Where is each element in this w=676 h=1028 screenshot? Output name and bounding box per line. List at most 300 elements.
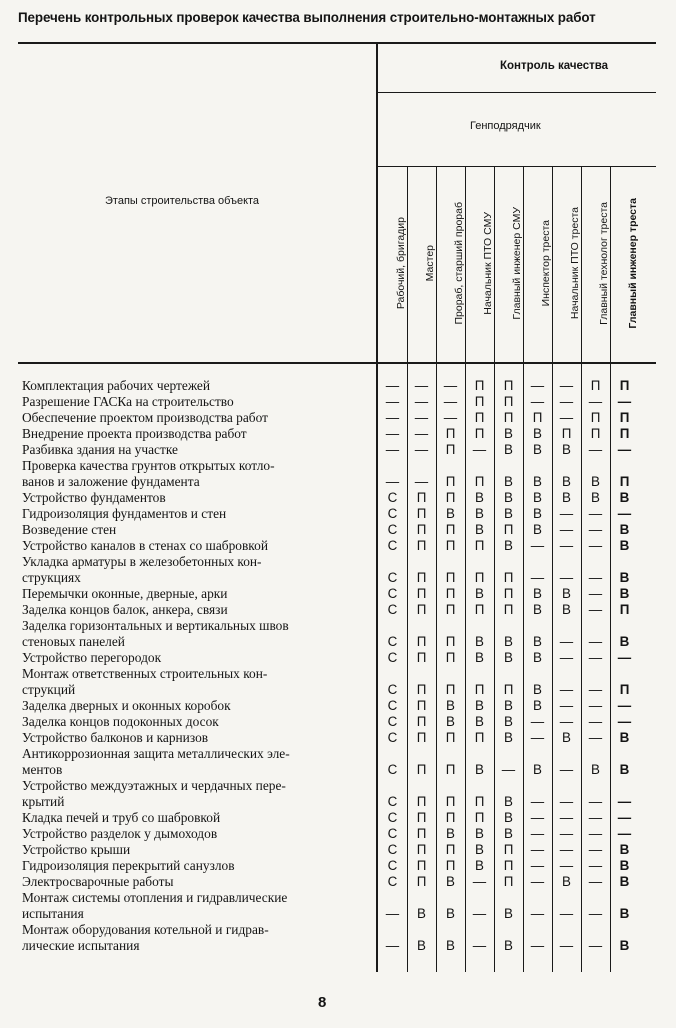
stage-label-line: Устройство крыши xyxy=(22,842,131,857)
table-cell: В xyxy=(619,538,630,553)
table-cell: — xyxy=(559,794,574,809)
stage-label-line: Монтаж оборудования котельной и гидрав- xyxy=(22,922,269,937)
table-cell: — xyxy=(559,906,574,921)
table-cell: В xyxy=(504,810,513,825)
stage-label-line: ментов xyxy=(22,762,63,777)
table-cell: В xyxy=(504,426,513,441)
table-cell: — xyxy=(588,858,603,873)
stage-label-line: Устройство каналов в стенах со шабровкой xyxy=(22,538,268,553)
table-cell: — xyxy=(559,698,574,713)
table-cell: П xyxy=(474,378,485,393)
table-cell: П xyxy=(416,522,427,537)
stage-row-label xyxy=(22,442,362,458)
table-cell: — xyxy=(559,826,574,841)
column-header-label: Рабочий, бригадир xyxy=(395,216,407,310)
table-cell: П xyxy=(474,474,485,489)
table-cell: В xyxy=(504,474,513,489)
stage-row-label xyxy=(22,426,362,442)
stage-row-label xyxy=(22,602,362,618)
table-cell: П xyxy=(445,522,456,537)
table-cell: С xyxy=(387,506,398,521)
table-cell: С xyxy=(387,490,398,505)
stage-label-line: ванов и заложение фундамента xyxy=(22,474,200,489)
stage-label-line: Гидроизоляция перекрытий санузлов xyxy=(22,858,235,873)
table-cell: — xyxy=(588,906,603,921)
column-header-label: Инспектор треста xyxy=(540,219,552,307)
stage-label-line: Кладка печей и труб со шабровкой xyxy=(22,810,221,825)
table-cell: С xyxy=(387,602,398,617)
table-cell: В xyxy=(562,602,571,617)
table-cell: В xyxy=(504,714,513,729)
stage-row-label xyxy=(22,778,362,810)
table-cell: — xyxy=(559,682,574,697)
table-cell: П xyxy=(445,842,456,857)
table-cell: — xyxy=(617,794,632,809)
table-cell: — xyxy=(472,874,487,889)
stage-label-line: Монтаж системы отопления и гидравлические xyxy=(22,890,288,905)
table-cell: В xyxy=(446,874,455,889)
table-cell: С xyxy=(387,794,398,809)
stage-label-line: Комплектация рабочих чертежей xyxy=(22,378,211,393)
table-cell: — xyxy=(559,762,574,777)
table-cell: В xyxy=(619,858,630,873)
stage-label-line: Устройство междуэтажных и чердачных пере- xyxy=(22,778,286,793)
table-cell: П xyxy=(503,394,514,409)
table-cell: П xyxy=(503,858,514,873)
table-cell: — xyxy=(385,410,400,425)
stage-row-label xyxy=(22,394,362,410)
table-cell: — xyxy=(443,394,458,409)
table-cell: С xyxy=(387,762,398,777)
table-cell: С xyxy=(387,586,398,601)
table-cell: П xyxy=(619,602,630,617)
table-cell: П xyxy=(416,698,427,713)
table-cell: — xyxy=(559,634,574,649)
table-cell: В xyxy=(446,826,455,841)
table-cell: П xyxy=(416,570,427,585)
stage-row-label xyxy=(22,810,362,826)
table-cell: — xyxy=(588,394,603,409)
table-cell: — xyxy=(588,938,603,953)
table-cell: С xyxy=(387,874,398,889)
table-cell: П xyxy=(503,682,514,697)
table-cell: — xyxy=(530,906,545,921)
table-cell: В xyxy=(475,714,484,729)
table-cell: П xyxy=(503,522,514,537)
table-cell: В xyxy=(619,490,630,505)
table-cell: П xyxy=(416,730,427,745)
stage-row-label xyxy=(22,554,362,586)
table-cell: — xyxy=(530,570,545,585)
stage-label-line: Устройство перегородок xyxy=(22,650,162,665)
table-cell: — xyxy=(588,602,603,617)
table-cell: В xyxy=(504,906,513,921)
table-cell: В xyxy=(533,650,542,665)
stage-label-line: стеновых панелей xyxy=(22,634,125,649)
table-cell: В xyxy=(475,634,484,649)
stage-row-label xyxy=(22,858,362,874)
stage-row-label xyxy=(22,746,362,778)
table-cell: — xyxy=(559,714,574,729)
table-cell: В xyxy=(619,570,630,585)
table-cell: В xyxy=(504,650,513,665)
table-cell: В xyxy=(533,506,542,521)
table-cell: — xyxy=(588,874,603,889)
table-cell: В xyxy=(619,522,630,537)
column-header-6 xyxy=(523,168,552,358)
table-cell: П xyxy=(474,682,485,697)
table-cell: — xyxy=(530,394,545,409)
table-cell: — xyxy=(559,842,574,857)
stage-label-line: Укладка арматуры в железобетонных кон- xyxy=(22,554,262,569)
table-cell: В xyxy=(475,586,484,601)
column-header-2 xyxy=(407,168,436,358)
table-cell: В xyxy=(417,906,426,921)
stage-label-line: Устройство балконов и карнизов xyxy=(22,730,209,745)
table-cell: В xyxy=(533,586,542,601)
table-cell: В xyxy=(533,634,542,649)
table-cell: — xyxy=(443,410,458,425)
table-cell: — xyxy=(559,938,574,953)
table-cell: — xyxy=(530,810,545,825)
table-cell: П xyxy=(445,474,456,489)
table-cell: — xyxy=(617,810,632,825)
table-cell: В xyxy=(533,698,542,713)
table-cell: П xyxy=(445,730,456,745)
table-cell: П xyxy=(445,490,456,505)
table-cell: В xyxy=(562,730,571,745)
table-cell: — xyxy=(588,586,603,601)
table-cell: В xyxy=(533,442,542,457)
table-cell: — xyxy=(617,698,632,713)
column-header-label: Главный технолог треста xyxy=(598,201,610,325)
table-cell: П xyxy=(445,762,456,777)
table-cell: П xyxy=(503,874,514,889)
stage-label-line: Внедрение проекта производства работ xyxy=(22,426,247,441)
column-header-label: Прораб, старший прораб xyxy=(453,201,465,325)
stage-row-label xyxy=(22,874,362,890)
column-header-7 xyxy=(552,168,581,358)
table-cell: — xyxy=(588,730,603,745)
table-cell: В xyxy=(504,506,513,521)
table-cell: В xyxy=(619,730,630,745)
table-cell: В xyxy=(446,698,455,713)
table-cell: — xyxy=(559,570,574,585)
stage-label-line: Разбивка здания на участке xyxy=(22,442,178,457)
table-cell: В xyxy=(562,874,571,889)
stage-label-line: Заделка горизонтальных и вертикальных швов xyxy=(22,618,289,633)
table-cell: П xyxy=(474,602,485,617)
table-cell: — xyxy=(530,842,545,857)
table-cell: — xyxy=(588,506,603,521)
table-cell: П xyxy=(445,442,456,457)
table-cell: — xyxy=(617,506,632,521)
column-header-3 xyxy=(436,168,465,358)
table-cell: В xyxy=(533,682,542,697)
stage-label-line: Обеспечение проектом производства работ xyxy=(22,410,268,425)
table-cell: П xyxy=(619,426,630,441)
table-cell: — xyxy=(588,714,603,729)
table-cell: — xyxy=(588,682,603,697)
table-cell: — xyxy=(501,762,516,777)
page-number: 8 xyxy=(318,994,327,1011)
table-cell: П xyxy=(445,810,456,825)
stage-row-label xyxy=(22,890,362,922)
stages-column-header: Этапы строительства объекта xyxy=(105,195,260,207)
table-cell: — xyxy=(414,394,429,409)
table-cell: В xyxy=(533,762,542,777)
table-cell: В xyxy=(619,906,630,921)
table-cell: П xyxy=(503,586,514,601)
table-cell: В xyxy=(504,490,513,505)
table-cell: — xyxy=(530,826,545,841)
stage-label-line: Гидроизоляция фундаментов и стен xyxy=(22,506,227,521)
column-header-9 xyxy=(610,168,639,358)
stage-row-label xyxy=(22,826,362,842)
table-cell: П xyxy=(416,714,427,729)
table-cell: В xyxy=(533,602,542,617)
table-cell: — xyxy=(530,874,545,889)
table-cell: В xyxy=(619,634,630,649)
table-cell: — xyxy=(385,906,400,921)
table-cell: — xyxy=(530,794,545,809)
table-cell: — xyxy=(472,906,487,921)
table-cell: П xyxy=(619,682,630,697)
table-cell: В xyxy=(446,906,455,921)
table-cell: В xyxy=(504,826,513,841)
table-cell: В xyxy=(591,474,600,489)
stage-label-line: струкций xyxy=(22,682,76,697)
stage-label-line: крытий xyxy=(22,794,65,809)
table-cell: П xyxy=(503,378,514,393)
stage-row-label xyxy=(22,714,362,730)
table-cell: — xyxy=(617,442,632,457)
table-cell: — xyxy=(385,378,400,393)
stage-row-label xyxy=(22,410,362,426)
column-header-label: Начальник ПТО треста xyxy=(569,206,581,320)
general-contractor-header: Генподрядчик xyxy=(470,120,541,132)
table-cell: — xyxy=(530,730,545,745)
stage-label-line: Заделка дверных и оконных коробок xyxy=(22,698,231,713)
table-cell: — xyxy=(588,650,603,665)
table-cell: — xyxy=(443,378,458,393)
table-cell: В xyxy=(504,634,513,649)
column-header-label: Главный инженер треста xyxy=(627,197,639,329)
table-cell: В xyxy=(475,522,484,537)
table-cell: П xyxy=(416,762,427,777)
table-cell: С xyxy=(387,714,398,729)
table-cell: — xyxy=(588,442,603,457)
table-cell: В xyxy=(504,794,513,809)
table-cell: — xyxy=(588,810,603,825)
table-cell: — xyxy=(414,410,429,425)
contractor-header-rule xyxy=(376,166,656,167)
table-cell: П xyxy=(590,426,601,441)
table-cell: П xyxy=(416,682,427,697)
table-cell: П xyxy=(474,730,485,745)
table-cell: П xyxy=(474,810,485,825)
table-cell: П xyxy=(503,842,514,857)
table-cell: — xyxy=(588,794,603,809)
table-cell: В xyxy=(417,938,426,953)
table-cell: П xyxy=(445,858,456,873)
table-top-rule xyxy=(18,42,656,44)
table-cell: П xyxy=(503,602,514,617)
table-cell: С xyxy=(387,826,398,841)
table-cell: П xyxy=(445,602,456,617)
table-cell: В xyxy=(619,586,630,601)
table-cell: П xyxy=(474,426,485,441)
column-header-label: Мастер xyxy=(424,244,436,282)
table-cell: — xyxy=(559,378,574,393)
table-cell: С xyxy=(387,570,398,585)
table-cell: С xyxy=(387,650,398,665)
table-cell: П xyxy=(416,874,427,889)
table-cell: П xyxy=(590,410,601,425)
stage-label-line: Монтаж ответственных строительных кон- xyxy=(22,666,268,681)
quality-header-rule xyxy=(376,92,656,93)
table-cell: В xyxy=(562,490,571,505)
table-cell: В xyxy=(475,858,484,873)
table-cell: П xyxy=(416,490,427,505)
stage-label-line: струкциях xyxy=(22,570,81,585)
table-cell: В xyxy=(562,474,571,489)
table-cell: В xyxy=(475,650,484,665)
table-cell: — xyxy=(559,522,574,537)
table-cell: П xyxy=(416,538,427,553)
table-cell: В xyxy=(475,842,484,857)
stage-label-line: Проверка качества грунтов открытых котло- xyxy=(22,458,275,473)
stage-row-label xyxy=(22,458,362,490)
table-cell: П xyxy=(474,570,485,585)
table-cell: — xyxy=(472,442,487,457)
stage-row-label xyxy=(22,618,362,650)
column-header-8 xyxy=(581,168,610,358)
table-cell: П xyxy=(445,570,456,585)
table-cell: — xyxy=(588,698,603,713)
stage-row-label xyxy=(22,490,362,506)
stage-row-label xyxy=(22,842,362,858)
table-cell: — xyxy=(530,378,545,393)
quality-control-header: Контроль качества xyxy=(500,60,609,72)
table-cell: В xyxy=(562,442,571,457)
table-cell: В xyxy=(619,842,630,857)
document-title: Перечень контрольных проверок качества выполнения строительно-монтажных работ xyxy=(18,10,596,25)
stage-label-line: Заделка концов подоконных досок xyxy=(22,714,219,729)
table-cell: В xyxy=(562,586,571,601)
table-cell: С xyxy=(387,730,398,745)
stage-row-label xyxy=(22,666,362,698)
table-cell: — xyxy=(385,442,400,457)
column-header-1 xyxy=(378,168,407,358)
table-cell: В xyxy=(475,490,484,505)
table-cell: С xyxy=(387,698,398,713)
table-cell: В xyxy=(504,538,513,553)
table-cell: — xyxy=(617,714,632,729)
table-cell: П xyxy=(416,634,427,649)
table-cell: П xyxy=(416,650,427,665)
table-cell: П xyxy=(445,586,456,601)
column-header-label: Главный инженер СМУ xyxy=(511,206,523,320)
stage-label-line: Возведение стен xyxy=(22,522,117,537)
stage-row-label xyxy=(22,586,362,602)
table-cell: П xyxy=(416,810,427,825)
table-cell: — xyxy=(530,938,545,953)
table-cell: — xyxy=(385,426,400,441)
table-cell: — xyxy=(588,842,603,857)
stage-row-label xyxy=(22,650,362,666)
stage-label-line: Электросварочные работы xyxy=(22,874,174,889)
table-cell: В xyxy=(475,762,484,777)
table-cell: — xyxy=(559,538,574,553)
table-cell: П xyxy=(445,538,456,553)
table-cell: — xyxy=(559,506,574,521)
table-cell: — xyxy=(472,938,487,953)
table-cell: — xyxy=(588,538,603,553)
table-cell: С xyxy=(387,538,398,553)
table-cell: П xyxy=(619,410,630,425)
table-cell: В xyxy=(619,762,630,777)
stage-label-line: Антикоррозионная защита металлических эле- xyxy=(22,746,290,761)
table-cell: В xyxy=(446,506,455,521)
table-cell: — xyxy=(559,394,574,409)
stage-label-line: Устройство фундаментов xyxy=(22,490,166,505)
table-cell: П xyxy=(503,570,514,585)
table-cell: П xyxy=(474,410,485,425)
table-cell: В xyxy=(533,474,542,489)
table-cell: С xyxy=(387,522,398,537)
table-cell: П xyxy=(619,474,630,489)
column-header-4 xyxy=(465,168,494,358)
table-cell: — xyxy=(559,858,574,873)
table-cell: П xyxy=(474,794,485,809)
table-cell: П xyxy=(416,826,427,841)
stage-row-label xyxy=(22,730,362,746)
table-cell: П xyxy=(416,794,427,809)
table-cell: В xyxy=(533,522,542,537)
header-bottom-rule xyxy=(18,362,656,364)
stage-label-line: Перемычки оконные, дверные, арки xyxy=(22,586,228,601)
table-cell: В xyxy=(591,490,600,505)
stage-row-label xyxy=(22,522,362,538)
stage-label-line: Заделка концов балок, анкера, связи xyxy=(22,602,228,617)
table-cell: С xyxy=(387,842,398,857)
table-cell: — xyxy=(617,650,632,665)
table-cell: — xyxy=(559,410,574,425)
table-cell: В xyxy=(619,874,630,889)
table-cell: — xyxy=(385,394,400,409)
table-cell: В xyxy=(475,698,484,713)
table-cell: П xyxy=(474,538,485,553)
table-cell: П xyxy=(532,410,543,425)
table-cell: В xyxy=(446,938,455,953)
table-cell: В xyxy=(591,762,600,777)
table-cell: В xyxy=(475,506,484,521)
stage-label-line: испытания xyxy=(22,906,84,921)
table-cell: В xyxy=(504,938,513,953)
table-cell: — xyxy=(530,858,545,873)
stage-row-label xyxy=(22,378,362,394)
table-cell: С xyxy=(387,682,398,697)
table-cell: В xyxy=(619,938,630,953)
table-cell: В xyxy=(446,714,455,729)
table-cell: П xyxy=(561,426,572,441)
table-cell: — xyxy=(588,634,603,649)
table-cell: В xyxy=(533,490,542,505)
table-cell: — xyxy=(414,426,429,441)
table-cell: П xyxy=(619,378,630,393)
table-cell: В xyxy=(504,442,513,457)
